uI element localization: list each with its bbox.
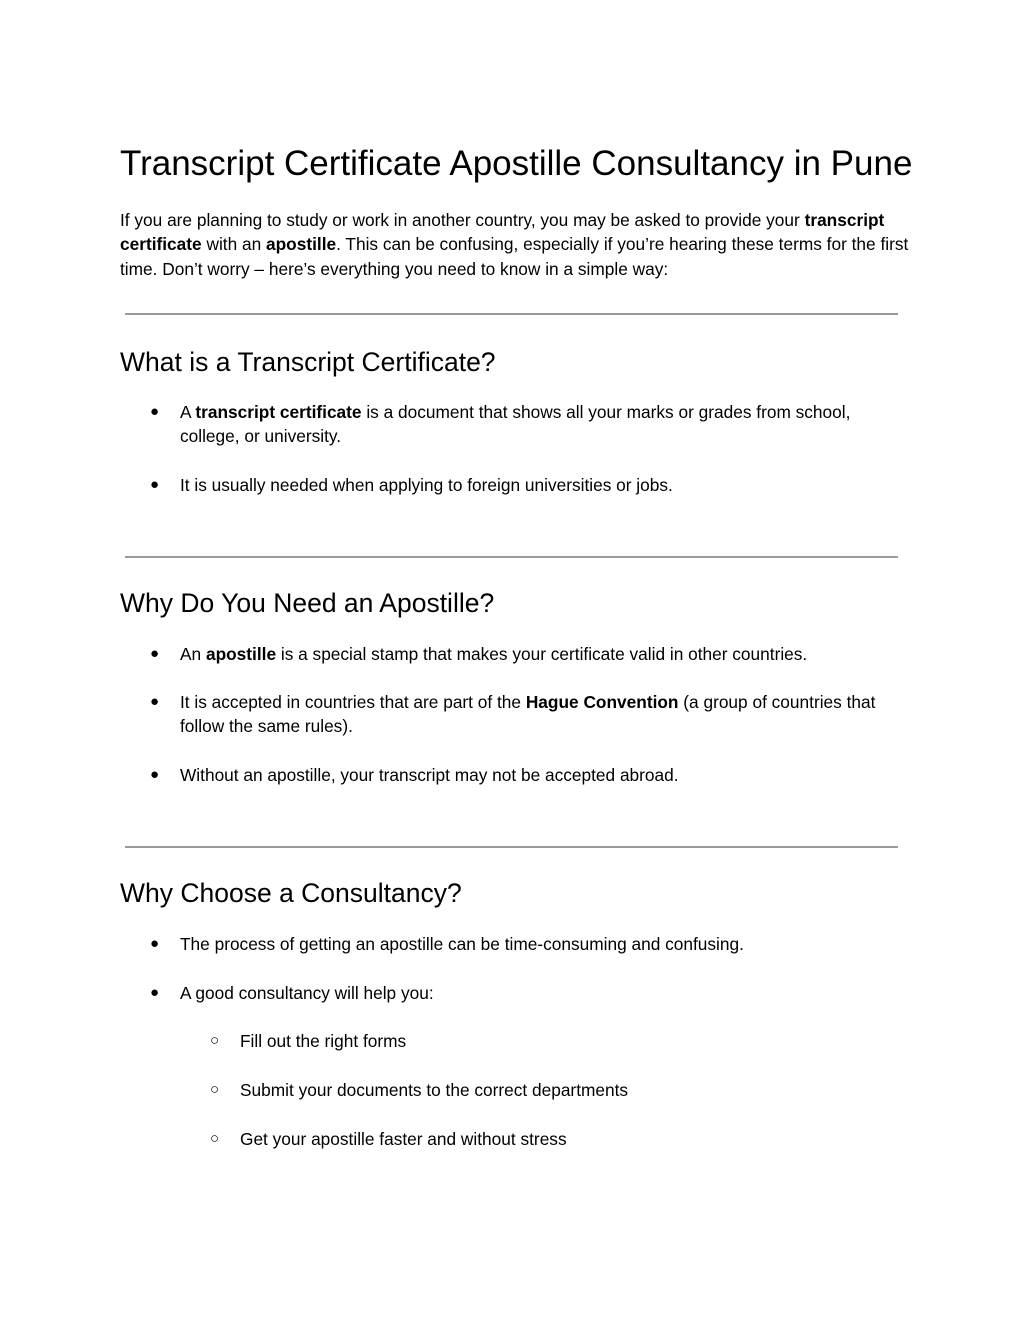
section-divider-2: [125, 556, 898, 558]
section-divider-1: [125, 313, 898, 315]
list-item-bold: apostille: [205, 644, 277, 664]
sub-list-item: [210, 1127, 900, 1151]
list-item-text: An: [180, 644, 206, 664]
bullet-icon: ●: [150, 403, 160, 420]
list-item: [150, 763, 910, 787]
list-item-text: A: [180, 402, 196, 422]
bullet-icon: ●: [150, 766, 160, 783]
list-item-text: is a special stamp that makes your certificate valid in other countries.: [276, 644, 808, 664]
sub-list-item: [210, 1029, 900, 1053]
section-heading-consultancy: Why Choose a Consultancy?: [120, 878, 462, 908]
bullet-icon: ●: [150, 935, 160, 952]
sub-list-item-text: Fill out the right forms: [240, 1031, 407, 1051]
list-item-bold: transcript certificate: [195, 402, 362, 422]
list-item-text: (a group of countries that follow the same rules).: [180, 692, 876, 737]
intro-paragraph: [120, 208, 920, 281]
circle-bullet-icon: ○: [210, 1130, 220, 1147]
list-item: [150, 473, 910, 497]
bullet-icon: ●: [150, 645, 160, 662]
list-item-text: It is usually needed when applying to foreign universities or jobs.: [180, 475, 673, 495]
list-item: [150, 690, 910, 739]
bullet-icon: ●: [150, 984, 160, 1001]
intro-bold-transcript: transcript certificate: [120, 210, 885, 255]
list-item: [150, 400, 910, 449]
list-item-text: The process of getting an apostille can be time-consuming and confusing.: [180, 934, 744, 954]
circle-bullet-icon: ○: [210, 1032, 220, 1049]
list-item: [150, 642, 910, 666]
intro-bold-apostille: apostille: [266, 234, 337, 255]
list-item: [150, 981, 910, 1005]
intro-text-1: If you are planning to study or work in another country, you may be asked to provide your: [120, 210, 805, 230]
bullet-icon: ●: [150, 476, 160, 493]
page-title: Transcript Certificate Apostille Consultancy in Pune: [120, 144, 913, 183]
bullet-icon: ●: [150, 693, 160, 710]
section-heading-transcript: What is a Transcript Certificate?: [120, 347, 496, 377]
section-divider-3: [125, 846, 898, 848]
circle-bullet-icon: ○: [210, 1081, 220, 1098]
intro-text-2: with an: [201, 234, 267, 255]
list-item-text: A good consultancy will help you:: [180, 983, 434, 1003]
sub-list-item: [210, 1078, 900, 1102]
sub-list-item-text: Submit your documents to the correct departments: [240, 1080, 629, 1100]
list-item: [150, 932, 910, 956]
sub-list-item-text: Get your apostille faster and without stress: [240, 1129, 567, 1149]
list-item-text: Without an apostille, your transcript may not be accepted abroad.: [180, 765, 679, 785]
list-item-bold: Hague Convention: [525, 692, 679, 712]
intro-text-3: . This can be confusing, especially if you’re hearing these terms for the first time. Don’t worry – here’s everything you need to know in a simple way:: [120, 234, 909, 279]
list-item-text: is a document that shows all your marks or grades from school, college, or university.: [180, 402, 851, 447]
section-heading-apostille: Why Do You Need an Apostille?: [120, 588, 495, 618]
list-item-text: It is accepted in countries that are part of the: [180, 692, 526, 712]
